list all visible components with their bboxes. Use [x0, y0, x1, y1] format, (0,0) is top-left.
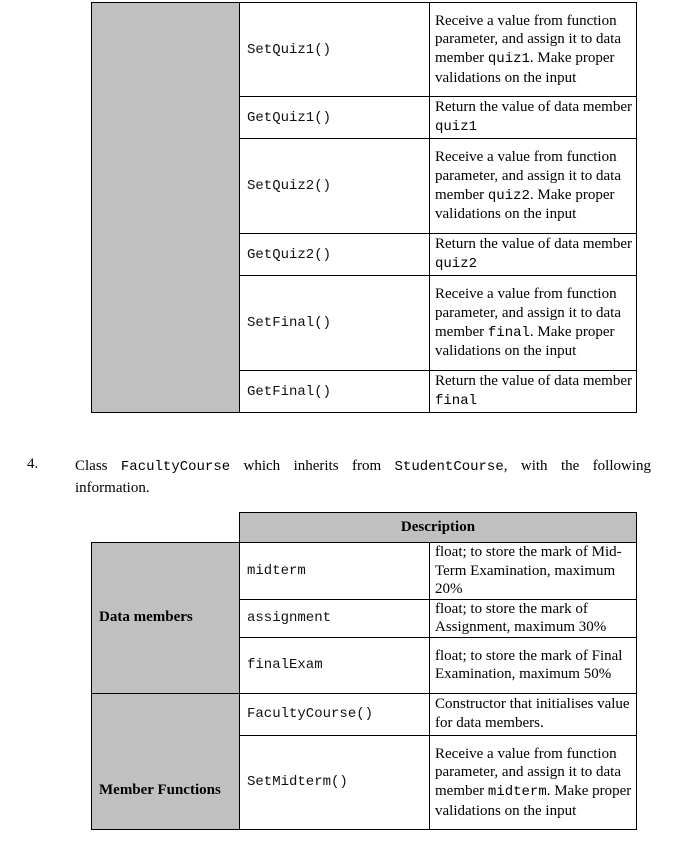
method-name: SetQuiz1() [240, 3, 430, 97]
member-name: midterm [240, 543, 430, 600]
function-name: SetMidterm() [240, 735, 430, 829]
description-header: Description [240, 513, 637, 543]
table-header-row [92, 513, 637, 543]
empty-corner [92, 513, 240, 543]
method-description: Receive a value from function parameter, and assign it to data member quiz1. Make proper validations on the input [430, 3, 637, 97]
member-functions-label: Member Functions [92, 693, 240, 829]
method-name: SetFinal() [240, 276, 430, 371]
function-description: Constructor that initialises value for data members. [430, 693, 637, 735]
parent-class-name: StudentCourse [394, 459, 504, 475]
faculty-course-table [91, 512, 637, 830]
member-description: float; to store the mark of Assignment, maximum 30% [430, 599, 637, 637]
method-description: Return the value of data member final [430, 371, 637, 413]
member-description: float; to store the mark of Mid-Term Examination, maximum 20% [430, 543, 637, 600]
method-name: GetQuiz1() [240, 97, 430, 139]
method-description: Receive a value from function parameter, and assign it to data member quiz2. Make proper validations on the input [430, 139, 637, 234]
class-name: FacultyCourse [120, 459, 231, 475]
method-description: Receive a value from function parameter, and assign it to data member final. Make proper validations on the input [430, 276, 637, 371]
table-row [92, 543, 637, 600]
method-name: GetFinal() [240, 371, 430, 413]
method-description: Return the value of data member quiz1 [430, 97, 637, 139]
methods-table-continued [91, 2, 637, 413]
member-description: float; to store the mark of Final Examination, maximum 50% [430, 637, 637, 693]
function-description: Receive a value from function parameter, and assign it to data member midterm. Make proper validations on the input [430, 735, 637, 829]
table-row [92, 3, 637, 97]
method-name: SetQuiz2() [240, 139, 430, 234]
item-number: 4. [27, 456, 39, 472]
member-name: assignment [240, 599, 430, 637]
function-name: FacultyCourse() [240, 693, 430, 735]
item-description: Class FacultyCourse which inherits from StudentCourse, with the following information. [75, 458, 651, 496]
table-row [92, 693, 637, 735]
member-name: finalExam [240, 637, 430, 693]
data-members-label: Data members [92, 543, 240, 694]
row-header-cell [92, 3, 240, 413]
method-description: Return the value of data member quiz2 [430, 234, 637, 276]
method-name: GetQuiz2() [240, 234, 430, 276]
